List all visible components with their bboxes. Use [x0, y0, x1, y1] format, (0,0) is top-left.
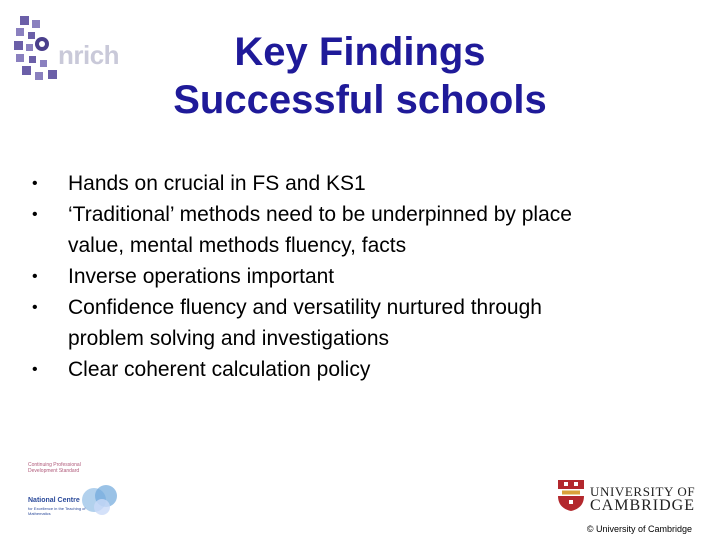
finding-item [28, 292, 688, 354]
cpd-logo-line2: for Excellence in the Teaching of Mathematics [28, 506, 86, 516]
nrich-wordmark: nrich [58, 40, 120, 70]
cpd-logo-name: National Centre [28, 497, 80, 504]
title-line-2: Successful schools [173, 78, 547, 122]
cambridge-name: CAMBRIDGE [590, 497, 696, 514]
finding-item [28, 261, 688, 292]
cpd-standard-logo [24, 460, 124, 526]
finding-text-line: Inverse operations important [68, 265, 335, 288]
cpd-logo-line1: Continuing Professional Development Standard [28, 462, 81, 474]
finding-item [28, 199, 688, 261]
finding-text-line: ‘Traditional’ methods need to be underpinned by place [68, 203, 572, 226]
slide-title [110, 28, 610, 124]
cambridge-logo [556, 478, 696, 518]
finding-text-line: Confidence fluency and versatility nurtured through [68, 296, 542, 319]
copyright-footer: © University of Cambridge [586, 524, 692, 534]
finding-text-line: Clear coherent calculation policy [68, 358, 371, 381]
finding-text-line: Hands on crucial in FS and KS1 [68, 172, 366, 195]
cambridge-university-of: UNIVERSITY OF [590, 484, 696, 499]
finding-item [28, 354, 688, 385]
finding-text-line: problem solving and investigations [68, 327, 390, 350]
bullet-dot: • [32, 175, 38, 192]
findings-list [28, 168, 688, 385]
cambridge-shield-icon [556, 478, 586, 512]
bullet-dot: • [32, 361, 38, 378]
bullet-dot: • [32, 206, 38, 223]
finding-text-line: value, mental methods fluency, facts [68, 234, 407, 257]
title-line-1: Key Findings [234, 30, 486, 74]
finding-item [28, 168, 688, 199]
bullet-dot: • [32, 268, 38, 285]
bullet-dot: • [32, 299, 38, 316]
